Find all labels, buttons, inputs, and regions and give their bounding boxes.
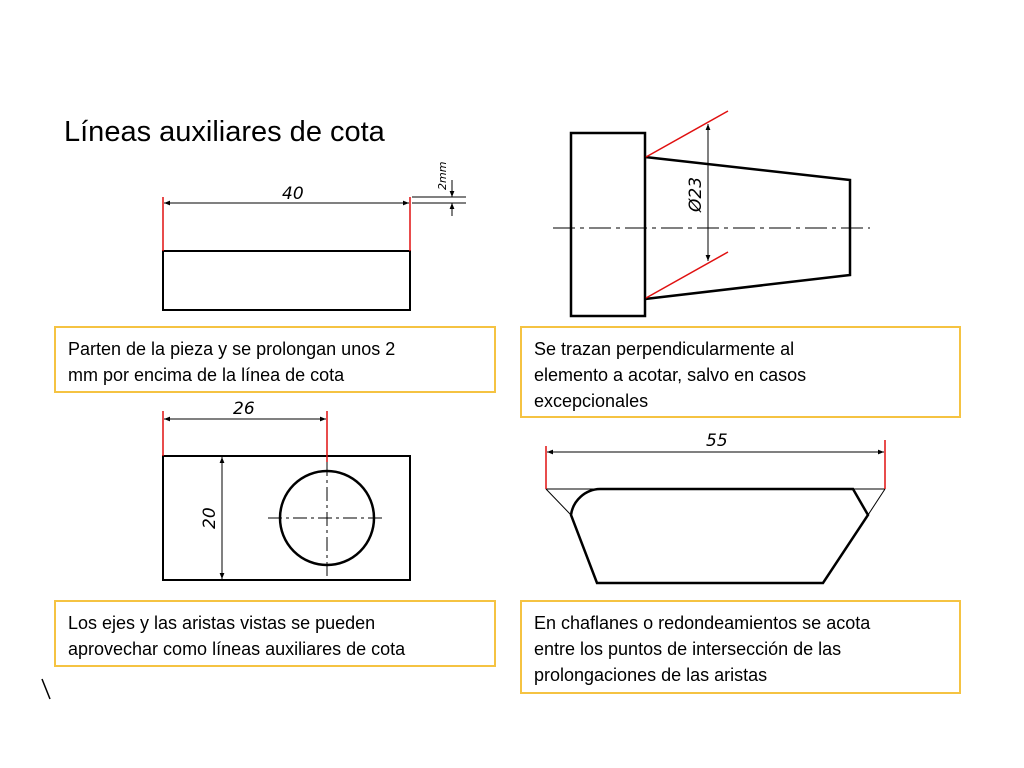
offset-text-2mm: 2mm — [436, 161, 449, 190]
figure-tapered-part — [553, 111, 870, 316]
note-perpendicular: Se trazan perpendicularmente al elemento a acotar, salvo en casos excepcionales — [520, 326, 961, 418]
figure-rectangle-40 — [163, 162, 466, 310]
note-axes-and-edges: Los ejes y las aristas vistas se pueden aprovechar como líneas auxiliares de cota — [54, 600, 496, 667]
chamfered-outline — [571, 489, 868, 583]
dimension-text-26: 26 — [233, 399, 255, 419]
dimension-text-20: 20 — [200, 507, 220, 529]
figure-chamfered-part — [546, 431, 885, 583]
construction-line-right-side — [868, 489, 885, 515]
slide-title: Líneas auxiliares de cota — [64, 116, 385, 148]
note-extension-length: Parten de la pieza y se prolongan unos 2 mm por encima de la línea de cota — [54, 326, 496, 393]
figure-rectangle-circle — [163, 399, 410, 580]
note-chamfers: En chaflanes o redondeamientos se acota entre los puntos de intersección de las prolongaciones de las aristas — [520, 600, 961, 694]
construction-line-left-side — [546, 489, 571, 515]
dimension-text-55: 55 — [706, 431, 728, 451]
extension-line-top — [646, 111, 728, 157]
dimension-text-diameter: Ø23 — [686, 176, 706, 212]
dimension-text-40: 40 — [282, 184, 304, 204]
flange-body — [571, 133, 645, 316]
stray-mark — [42, 679, 50, 699]
rectangle-part — [163, 251, 410, 310]
